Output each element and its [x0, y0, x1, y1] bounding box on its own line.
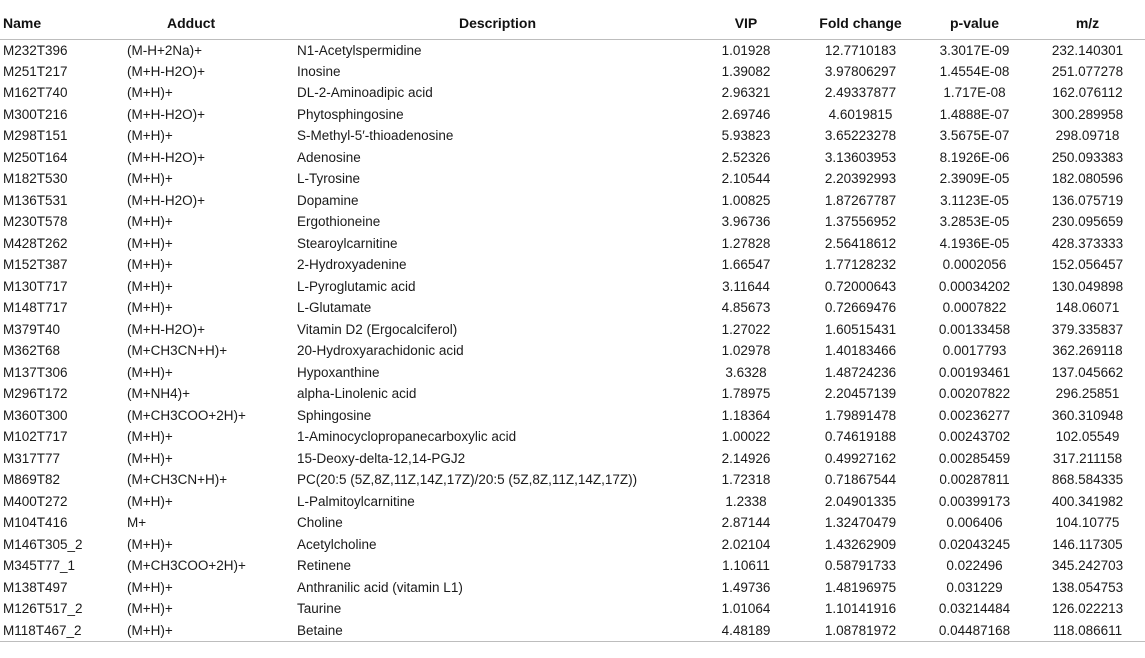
- cell-vip: 3.96736: [721, 214, 771, 230]
- header-adduct: Adduct: [127, 7, 297, 39]
- cell-name: M251T217: [3, 63, 68, 79]
- cell-vip: 1.27828: [721, 235, 771, 251]
- cell-p-value: 3.1123E-05: [940, 192, 1009, 208]
- cell-name: M162T740: [3, 85, 68, 101]
- cell-description: PC(20:5 (5Z,8Z,11Z,14Z,17Z)/20:5 (5Z,8Z,11Z,14Z,17Z)): [297, 472, 638, 488]
- cell-p-value: 3.5675E-07: [939, 128, 1010, 144]
- cell-mz: 146.117305: [1052, 536, 1123, 552]
- cell-mz: 296.25851: [1055, 386, 1120, 402]
- cell-adduct: (M+CH3COO+2H)+: [127, 407, 246, 423]
- table-row: [0, 147, 1145, 169]
- cell-fold-change: 1.32470479: [824, 515, 897, 531]
- cell-vip: 1.66547: [721, 257, 771, 273]
- cell-name: M317T77: [3, 450, 61, 466]
- cell-vip: 1.72318: [721, 472, 771, 488]
- cell-mz: 104.10775: [1055, 515, 1120, 531]
- cell-name: M300T216: [3, 106, 68, 122]
- cell-vip: 2.96321: [721, 85, 771, 101]
- cell-adduct: (M+H)+: [127, 493, 173, 509]
- cell-vip: 1.10611: [722, 558, 770, 574]
- cell-fold-change: 0.71867544: [824, 472, 897, 488]
- cell-mz: 362.269118: [1052, 343, 1123, 359]
- cell-description: Ergothioneine: [297, 214, 381, 230]
- table-row: [0, 534, 1145, 556]
- cell-vip: 2.10544: [721, 171, 771, 187]
- table-row: [0, 319, 1145, 341]
- cell-mz: 136.075719: [1051, 192, 1124, 208]
- cell-p-value: 0.031229: [946, 579, 1003, 595]
- header-description: Description: [297, 7, 690, 39]
- cell-fold-change: 1.37556952: [824, 214, 897, 230]
- cell-description: L-Pyroglutamic acid: [297, 278, 416, 294]
- table-row: [0, 190, 1145, 212]
- cell-fold-change: 1.43262909: [824, 536, 897, 552]
- table-row: [0, 39, 1145, 61]
- cell-adduct: (M+H)+: [127, 214, 173, 230]
- cell-vip: 1.49736: [721, 579, 771, 595]
- table-row: [0, 340, 1145, 362]
- cell-name: M379T40: [3, 321, 61, 337]
- cell-vip: 1.00825: [721, 192, 771, 208]
- cell-mz: 162.076112: [1052, 85, 1123, 101]
- cell-description: Choline: [297, 515, 343, 531]
- cell-p-value: 0.0017793: [942, 343, 1007, 359]
- table-row: [0, 383, 1145, 405]
- cell-adduct: (M+H)+: [127, 278, 173, 294]
- cell-name: M298T151: [3, 128, 68, 144]
- table-row: [0, 104, 1145, 126]
- cell-adduct: (M+H)+: [127, 364, 173, 380]
- cell-p-value: 0.006406: [946, 515, 1003, 531]
- table-row: [0, 125, 1145, 147]
- cell-adduct: (M+H)+: [127, 300, 173, 316]
- cell-vip: 3.11644: [722, 278, 770, 294]
- cell-adduct: (M+H-H2O)+: [127, 192, 206, 208]
- cell-fold-change: 1.79891478: [824, 407, 897, 423]
- cell-mz: 182.080596: [1051, 171, 1124, 187]
- table-header: [0, 7, 1145, 39]
- cell-p-value: 1.717E-08: [943, 85, 1006, 101]
- cell-name: M400T272: [3, 493, 68, 509]
- cell-fold-change: 1.77128232: [824, 257, 897, 273]
- cell-name: M869T82: [3, 472, 61, 488]
- table-row: [0, 512, 1145, 534]
- cell-fold-change: 1.60515431: [824, 321, 897, 337]
- cell-adduct: (M+H)+: [127, 601, 173, 617]
- cell-mz: 152.056457: [1051, 257, 1124, 273]
- cell-name: M250T164: [3, 149, 68, 165]
- cell-mz: 102.05549: [1055, 429, 1120, 445]
- cell-description: L-Tyrosine: [297, 171, 361, 187]
- cell-fold-change: 1.48724236: [824, 364, 897, 380]
- cell-name: M345T77_1: [3, 558, 76, 574]
- cell-description: 1-Aminocyclopropanecarboxylic acid: [297, 429, 517, 445]
- cell-p-value: 0.00193461: [938, 364, 1011, 380]
- cell-vip: 1.18364: [721, 407, 771, 423]
- cell-adduct: (M+CH3CN+H)+: [127, 343, 228, 359]
- cell-p-value: 0.00243702: [938, 429, 1011, 445]
- cell-fold-change: 3.65223278: [824, 128, 897, 144]
- cell-p-value: 8.1926E-06: [939, 149, 1010, 165]
- cell-p-value: 3.3017E-09: [939, 42, 1010, 58]
- cell-adduct: (M+H)+: [127, 235, 173, 251]
- cell-fold-change: 0.49927162: [824, 450, 897, 466]
- cell-adduct: (M+H)+: [127, 128, 173, 144]
- cell-mz: 379.335837: [1051, 321, 1124, 337]
- cell-description: Phytosphingosine: [297, 106, 404, 122]
- table-row: [0, 620, 1145, 642]
- table-row: [0, 276, 1145, 298]
- cell-adduct: (M+H-H2O)+: [127, 149, 206, 165]
- cell-description: L-Palmitoylcarnitine: [297, 493, 415, 509]
- table-row: [0, 297, 1145, 319]
- cell-description: Taurine: [297, 601, 342, 617]
- header-p-value: p-value: [919, 7, 1030, 39]
- cell-adduct: (M+H)+: [127, 429, 173, 445]
- cell-mz: 230.095659: [1051, 214, 1124, 230]
- cell-description: Acetylcholine: [297, 536, 377, 552]
- cell-p-value: 1.4888E-07: [939, 106, 1010, 122]
- cell-vip: 2.02104: [721, 536, 771, 552]
- cell-mz: 317.211158: [1052, 450, 1123, 466]
- table-row: [0, 211, 1145, 233]
- cell-adduct: (M+H-H2O)+: [127, 63, 206, 79]
- cell-adduct: (M+CH3COO+2H)+: [127, 558, 246, 574]
- header-name: Name: [0, 7, 127, 39]
- cell-description: Inosine: [297, 63, 341, 79]
- cell-vip: 1.39082: [721, 63, 771, 79]
- cell-fold-change: 3.97806297: [824, 63, 897, 79]
- cell-p-value: 0.00207822: [938, 386, 1011, 402]
- cell-p-value: 0.0007822: [942, 300, 1007, 316]
- cell-description: 2-Hydroxyadenine: [297, 257, 407, 273]
- cell-fold-change: 2.20392993: [824, 171, 897, 187]
- table-row: [0, 555, 1145, 577]
- cell-fold-change: 1.87267787: [824, 192, 897, 208]
- cell-name: M126T517_2: [3, 601, 83, 617]
- cell-description: Hypoxanthine: [297, 364, 380, 380]
- cell-adduct: (M+H)+: [127, 450, 173, 466]
- cell-fold-change: 2.56418612: [824, 235, 897, 251]
- cell-vip: 3.6328: [725, 364, 767, 380]
- cell-vip: 1.2338: [725, 493, 767, 509]
- table-row: [0, 233, 1145, 255]
- cell-fold-change: 2.04901335: [824, 493, 897, 509]
- cell-description: Betaine: [297, 620, 690, 642]
- cell-vip: 1.01928: [721, 42, 771, 58]
- cell-fold-change: 1.48196975: [824, 579, 897, 595]
- cell-p-value: 3.2853E-05: [939, 214, 1010, 230]
- cell-p-value: 0.0002056: [942, 257, 1007, 273]
- header-vip: VIP: [690, 7, 802, 39]
- cell-vip: 2.52326: [721, 149, 771, 165]
- cell-name: M182T530: [3, 171, 68, 187]
- cell-name: M102T717: [3, 429, 68, 445]
- cell-adduct: (M+H)+: [127, 620, 297, 642]
- cell-mz: 251.077278: [1051, 63, 1124, 79]
- cell-mz: 868.584335: [1051, 472, 1124, 488]
- cell-adduct: (M+H-H2O)+: [127, 321, 206, 337]
- table-row: [0, 598, 1145, 620]
- cell-name: M152T387: [3, 257, 68, 273]
- header-fold-change: Fold change: [802, 7, 919, 39]
- cell-name: M118T467_2: [0, 620, 127, 642]
- table-row: [0, 82, 1145, 104]
- cell-p-value: 0.00236277: [938, 407, 1011, 423]
- cell-mz: 360.310948: [1051, 407, 1124, 423]
- cell-adduct: (M+CH3CN+H)+: [127, 472, 228, 488]
- cell-name: M148T717: [3, 300, 68, 316]
- cell-vip: 5.93823: [721, 128, 771, 144]
- cell-p-value: 0.00133458: [938, 321, 1011, 337]
- cell-fold-change: 0.74619188: [824, 429, 897, 445]
- metabolite-table: [0, 7, 1145, 642]
- cell-description: 15-Deoxy-delta-12,14-PGJ2: [297, 450, 466, 466]
- cell-description: Sphingosine: [297, 407, 372, 423]
- cell-p-value: 0.00287811: [939, 472, 1010, 488]
- cell-mz: 126.022213: [1051, 601, 1124, 617]
- cell-p-value: 4.1936E-05: [939, 235, 1010, 251]
- cell-vip: 2.14926: [721, 450, 771, 466]
- cell-description: 20-Hydroxyarachidonic acid: [297, 343, 464, 359]
- cell-mz: 298.09718: [1055, 128, 1120, 144]
- cell-name: M362T68: [3, 343, 61, 359]
- cell-fold-change: 4.6019815: [828, 106, 893, 122]
- table-row: [0, 491, 1145, 513]
- cell-description: Dopamine: [297, 192, 359, 208]
- cell-p-value: 0.022496: [946, 558, 1003, 574]
- cell-p-value: 0.00285459: [938, 450, 1011, 466]
- table-row: [0, 405, 1145, 427]
- cell-fold-change: 1.08781972: [802, 620, 919, 642]
- cell-description: Anthranilic acid (vitamin L1): [297, 579, 463, 595]
- cell-description: Vitamin D2 (Ergocalciferol): [297, 321, 458, 337]
- cell-description: S-Methyl-5′-thioadenosine: [297, 128, 454, 144]
- cell-adduct: (M+H)+: [127, 536, 173, 552]
- cell-p-value: 0.03214484: [938, 601, 1011, 617]
- cell-description: alpha-Linolenic acid: [297, 386, 417, 402]
- cell-name: M146T305_2: [3, 536, 83, 552]
- cell-fold-change: 0.72669476: [824, 300, 897, 316]
- cell-p-value: 0.02043245: [938, 536, 1011, 552]
- cell-adduct: (M+H-H2O)+: [127, 106, 206, 122]
- cell-mz: 400.341982: [1051, 493, 1124, 509]
- cell-adduct: (M+H)+: [127, 579, 173, 595]
- cell-p-value: 1.4554E-08: [939, 63, 1010, 79]
- cell-mz: 138.054753: [1051, 579, 1124, 595]
- cell-adduct: (M-H+2Na)+: [127, 42, 203, 58]
- table-row: [0, 426, 1145, 448]
- cell-p-value: 0.00399173: [938, 493, 1011, 509]
- table-row: [0, 61, 1145, 83]
- cell-description: Stearoylcarnitine: [297, 235, 398, 251]
- table-row: [0, 577, 1145, 599]
- cell-mz: 137.045662: [1051, 364, 1124, 380]
- cell-name: M232T396: [3, 42, 68, 58]
- cell-mz: 345.242703: [1051, 558, 1124, 574]
- table-row: [0, 448, 1145, 470]
- cell-name: M296T172: [3, 386, 68, 402]
- cell-vip: 1.27022: [721, 321, 771, 337]
- cell-adduct: M+: [127, 515, 147, 531]
- cell-name: M230T578: [3, 214, 68, 230]
- cell-mz: 250.093383: [1051, 149, 1124, 165]
- table-row: [0, 254, 1145, 276]
- cell-mz: 232.140301: [1051, 42, 1124, 58]
- cell-vip: 2.69746: [721, 106, 771, 122]
- cell-description: Retinene: [297, 558, 352, 574]
- cell-name: M138T497: [3, 579, 68, 595]
- cell-name: M104T416: [3, 515, 68, 531]
- cell-description: L-Glutamate: [297, 300, 372, 316]
- cell-name: M130T717: [3, 278, 68, 294]
- header-row: [0, 7, 1145, 39]
- cell-description: DL-2-Aminoadipic acid: [297, 85, 433, 101]
- cell-vip: 1.01064: [721, 601, 771, 617]
- table-row: [0, 168, 1145, 190]
- cell-mz: 148.06071: [1055, 300, 1120, 316]
- cell-fold-change: 2.20457139: [824, 386, 897, 402]
- cell-vip: 1.02978: [721, 343, 771, 359]
- cell-mz: 130.049898: [1051, 278, 1124, 294]
- cell-mz: 428.373333: [1051, 235, 1124, 251]
- cell-name: M428T262: [3, 235, 68, 251]
- cell-name: M136T531: [3, 192, 68, 208]
- cell-fold-change: 12.7710183: [824, 42, 897, 58]
- cell-adduct: (M+NH4)+: [127, 386, 191, 402]
- cell-adduct: (M+H)+: [127, 257, 173, 273]
- cell-fold-change: 2.49337877: [824, 85, 897, 101]
- cell-mz: 118.086611: [1030, 620, 1145, 642]
- table-body: [0, 39, 1145, 641]
- cell-fold-change: 1.10141916: [824, 601, 897, 617]
- table-row: [0, 469, 1145, 491]
- cell-vip: 2.87144: [721, 515, 771, 531]
- cell-adduct: (M+H)+: [127, 85, 173, 101]
- cell-adduct: (M+H)+: [127, 171, 173, 187]
- cell-vip: 4.85673: [721, 300, 771, 316]
- cell-p-value: 0.04487168: [919, 620, 1030, 642]
- cell-p-value: 0.00034202: [938, 278, 1011, 294]
- cell-vip: 1.00022: [721, 429, 771, 445]
- cell-description: Adenosine: [297, 149, 361, 165]
- cell-mz: 300.289958: [1051, 106, 1124, 122]
- table-row: [0, 362, 1145, 384]
- cell-vip: 4.48189: [690, 620, 802, 642]
- cell-fold-change: 1.40183466: [824, 343, 897, 359]
- cell-fold-change: 3.13603953: [824, 149, 897, 165]
- cell-name: M137T306: [3, 364, 68, 380]
- header-mz: m/z: [1030, 7, 1145, 39]
- cell-fold-change: 0.72000643: [824, 278, 897, 294]
- cell-vip: 1.78975: [721, 386, 771, 402]
- cell-name: M360T300: [3, 407, 68, 423]
- cell-fold-change: 0.58791733: [824, 558, 897, 574]
- cell-description: N1-Acetylspermidine: [297, 42, 422, 58]
- cell-p-value: 2.3909E-05: [939, 171, 1010, 187]
